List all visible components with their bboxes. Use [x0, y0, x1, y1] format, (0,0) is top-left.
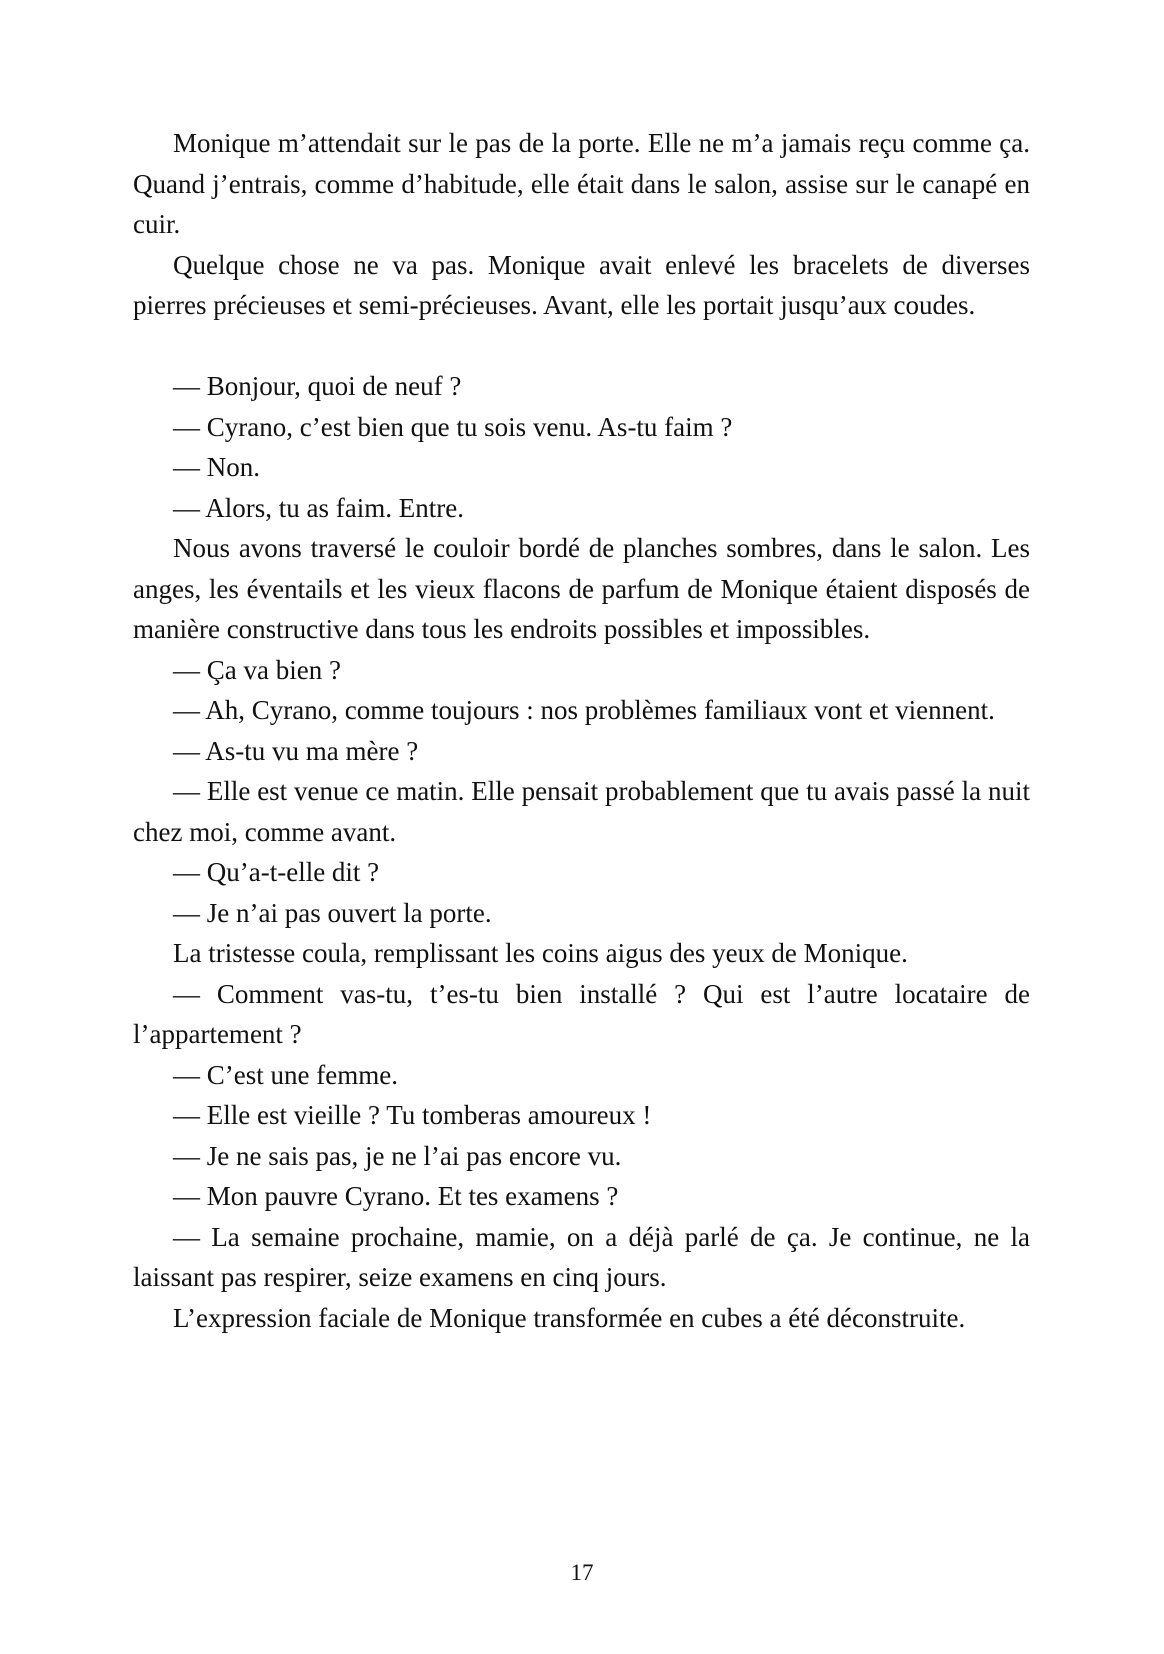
dialogue-line: — Je n’ai pas ouvert la porte.: [173, 897, 492, 928]
dialogue-line: — Cyrano, c’est bien que tu sois venu. As-tu faim ?: [173, 411, 733, 442]
dialogue-line: — Comment vas-tu, t’es-tu bien installé ? Qui est l’autre locataire de l’appartement ?: [133, 978, 1030, 1049]
dialogue-line: — As-tu vu ma mère ?: [173, 735, 419, 766]
page-number: 17: [570, 1560, 594, 1585]
paragraph: Nous avons traversé le couloir bordé de planches sombres, dans le salon. Les anges, les éventails et les vieux flacons de parfum de Monique étaient disposés de manière constructive dans tous les endroits possibles et impossibles.: [133, 533, 1030, 644]
dialogue-line: — Bonjour, quoi de neuf ?: [173, 371, 462, 401]
dialogue-line: — Elle est venue ce matin. Elle pensait probablement que tu avais passé la nuit chez moi, comme avant.: [133, 776, 1030, 847]
dialogue-line: — Ça va bien ?: [173, 654, 341, 685]
dialogue-line: — La semaine prochaine, mamie, on a déjà parlé de ça. Je continue, ne la laissant pas respirer, seize examens en cinq jours.: [133, 1221, 1030, 1292]
paragraph: L’expression faciale de Monique transformée en cubes a été déconstruite.: [173, 1302, 966, 1333]
dialogue-line: — Elle est vieille ? Tu tomberas amoureux !: [173, 1100, 652, 1130]
section-gap: [133, 326, 1030, 367]
dialogue-line: — Qu’a-t-elle dit ?: [173, 857, 380, 887]
dialogue-line: — Ah, Cyrano, comme toujours : nos problèmes familiaux vont et viennent.: [173, 695, 995, 725]
dialogue-line: — Alors, tu as faim. Entre.: [173, 492, 464, 523]
paragraph: Quelque chose ne va pas. Monique avait enlevé les bracelets de diverses pierres précieuses et semi-précieuses. Avant, elle les portait jusqu’aux coudes.: [133, 249, 1030, 320]
paragraph: La tristesse coula, remplissant les coins aigus des yeux de Monique.: [173, 938, 908, 968]
body-text: [133, 123, 1030, 1338]
dialogue-line: — Je ne sais pas, je ne l’ai pas encore vu.: [173, 1140, 622, 1171]
paragraph: Monique m’attendait sur le pas de la porte. Elle ne m’a jamais reçu comme ça. Quand j’entrais, comme d’habitude, elle était dans le salon, assise sur le canapé en cuir.: [133, 128, 1030, 239]
dialogue-line: — Mon pauvre Cyrano. Et tes examens ?: [173, 1181, 619, 1211]
dialogue-line: — C’est une femme.: [173, 1059, 398, 1090]
dialogue-line: — Non.: [173, 452, 260, 482]
